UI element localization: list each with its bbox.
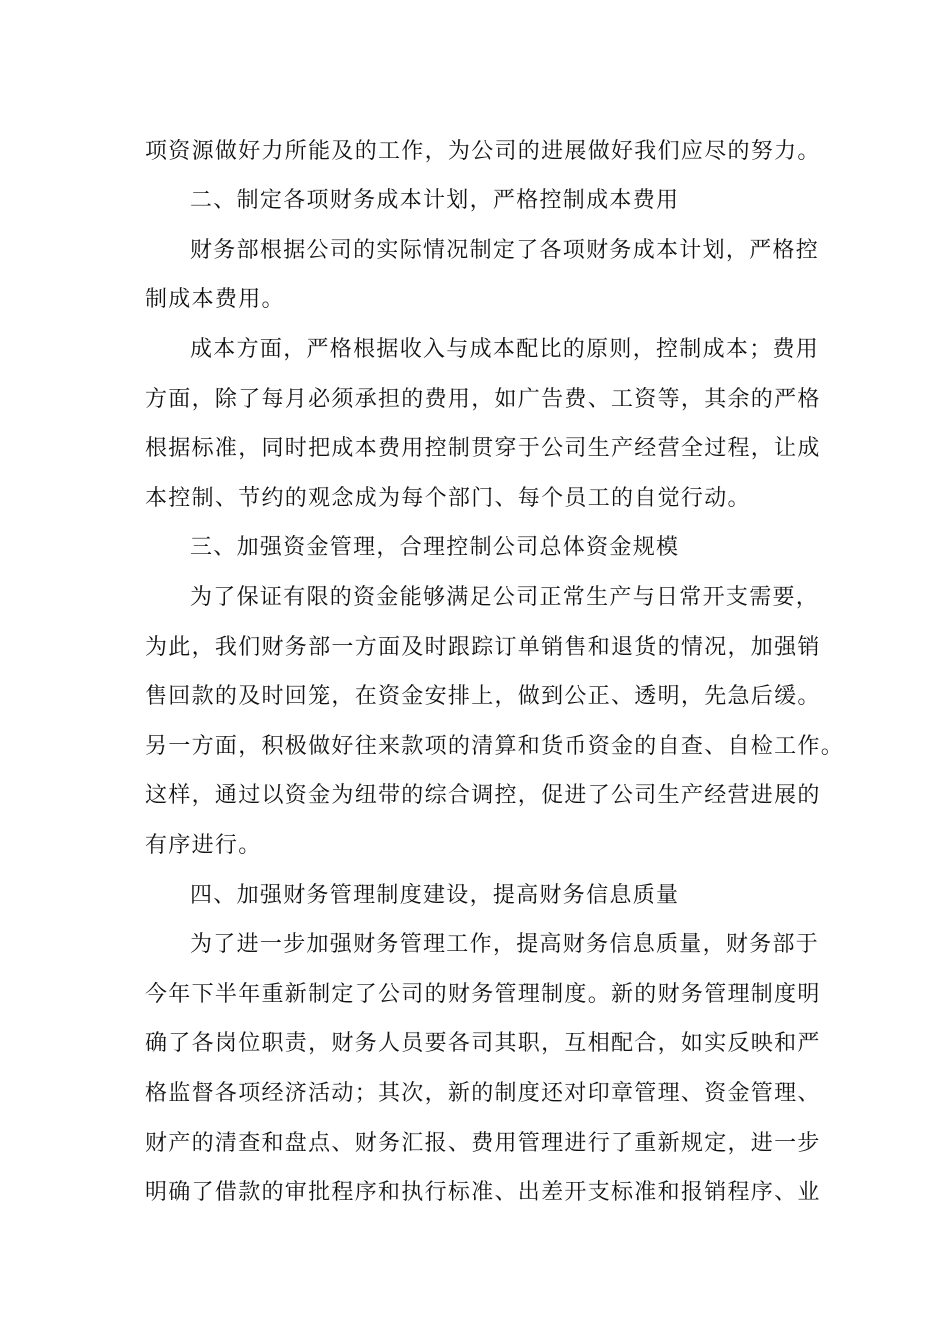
text-line: 成本方面，严格根据收入与成本配比的原则，控制成本；费用 [190,337,820,362]
text-line: 明确了借款的审批程序和执行标准、出差开支标准和报销程序、业 [145,1180,821,1205]
text-line: 项资源做好力所能及的工作，为公司的进展做好我们应尽的努力。 [145,139,821,164]
text-line: 确了各岗位职责，财务人员要各司其职，互相配合，如实反映和严 [145,1031,821,1056]
section-heading: 四、加强财务管理制度建设，提高财务信息质量 [190,883,680,908]
text-line: 今年下半年重新制定了公司的财务管理制度。新的财务管理制度明 [145,982,821,1007]
text-line: 方面，除了每月必须承担的费用，如广告费、工资等，其余的严格 [145,387,821,412]
text-line: 根据标准，同时把成本费用控制贯穿于公司生产经营全过程，让成 [145,436,821,461]
text-line: 售回款的及时回笼，在资金安排上，做到公正、透明，先急后缓。 [145,684,821,709]
text-line: 为此，我们财务部一方面及时跟踪订单销售和退货的情况，加强销 [145,635,821,660]
text-line: 这样，通过以资金为纽带的综合调控，促进了公司生产经营进展的 [145,783,821,808]
section-heading: 二、制定各项财务成本计划，严格控制成本费用 [190,188,680,213]
text-line: 财产的清查和盘点、财务汇报、费用管理进行了重新规定，进一步 [145,1131,821,1156]
text-line: 财务部根据公司的实际情况制定了各项财务成本计划，严格控 [190,238,820,263]
text-line: 本控制、节约的观念成为每个部门、每个员工的自觉行动。 [145,486,751,511]
text-line: 为了进一步加强财务管理工作，提高财务信息质量，财务部于 [190,932,820,957]
section-heading: 三、加强资金管理，合理控制公司总体资金规模 [190,535,680,560]
text-line: 为了保证有限的资金能够满足公司正常生产与日常开支需要， [190,585,820,610]
text-line: 格监督各项经济活动；其次，新的制度还对印章管理、资金管理、 [145,1081,821,1106]
text-line: 制成本费用。 [145,287,285,312]
text-line: 有序进行。 [145,833,262,858]
text-line: 另一方面，积极做好往来款项的清算和货币资金的自查、自检工作。 [145,734,845,759]
